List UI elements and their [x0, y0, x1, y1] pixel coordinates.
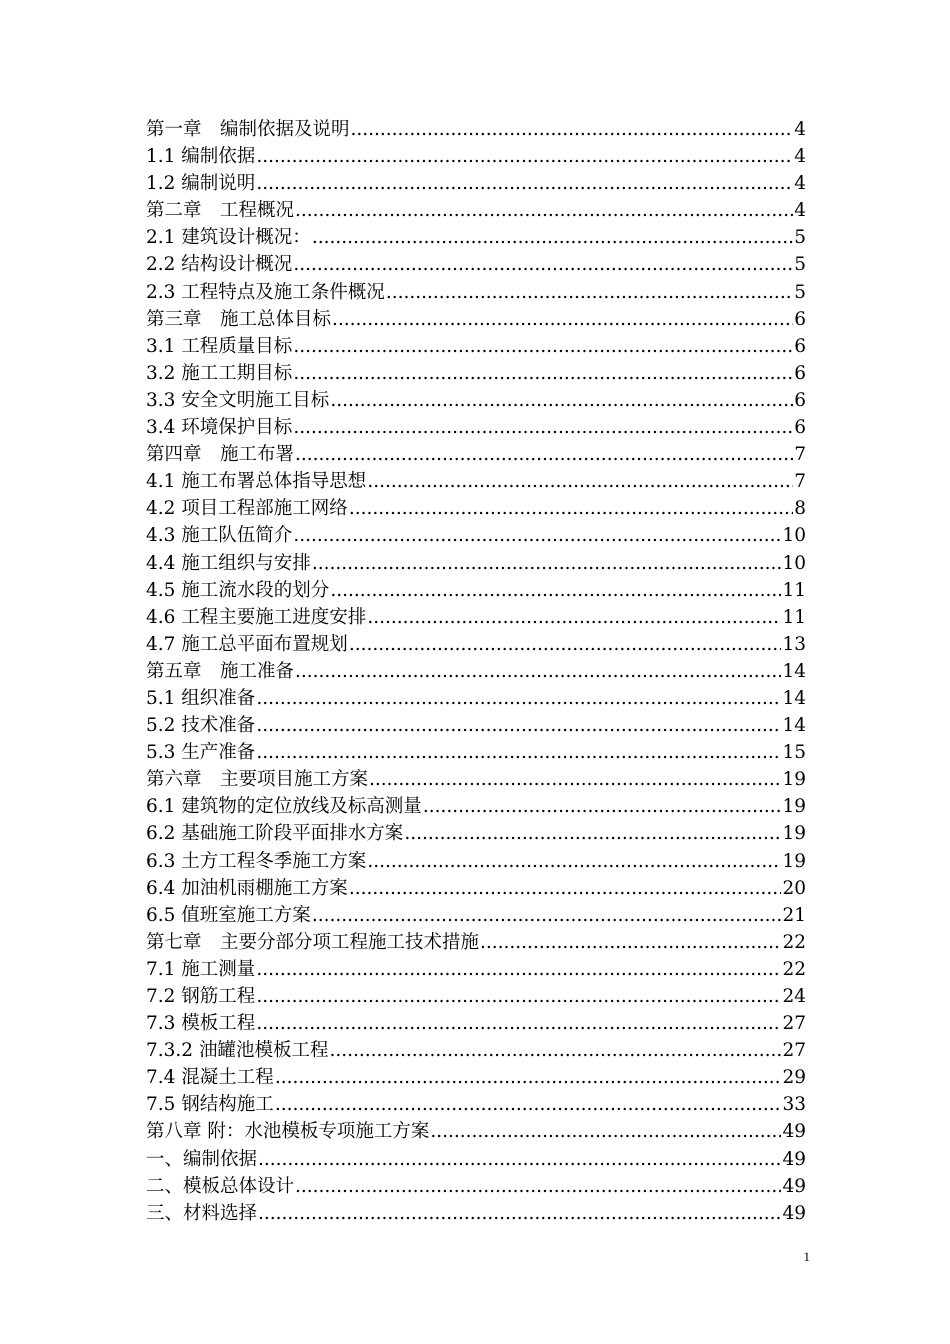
- toc-entry-title: 3.2 施工工期目标: [146, 362, 293, 384]
- toc-leader-dots: [312, 550, 782, 577]
- toc-leader-dots: [312, 902, 782, 929]
- toc-entry[interactable]: [146, 820, 806, 847]
- toc-entry-page: 4: [794, 173, 806, 195]
- toc-entry[interactable]: [146, 766, 806, 793]
- toc-entry[interactable]: [146, 170, 806, 197]
- toc-entry-title: 6.4 加油机雨棚施工方案: [146, 877, 348, 899]
- toc-entry-title: 第六章 主要项目施工方案: [146, 769, 369, 791]
- table-of-contents: [146, 116, 806, 1227]
- toc-entry-title: 第四章 施工布署: [146, 444, 295, 466]
- toc-entry-page: 5: [794, 281, 806, 303]
- toc-leader-dots: [312, 224, 793, 251]
- toc-leader-dots: [256, 170, 793, 197]
- toc-entry-page: 29: [782, 1067, 806, 1089]
- toc-entry-page: 13: [782, 633, 806, 655]
- toc-entry-page: 6: [794, 335, 806, 357]
- toc-entry-page: 5: [794, 254, 806, 276]
- toc-entry-page: 19: [782, 850, 806, 872]
- toc-entry-title: 4.3 施工队伍简介: [146, 525, 293, 547]
- toc-leader-dots: [367, 848, 781, 875]
- toc-entry[interactable]: [146, 1091, 806, 1118]
- toc-entry-title: 4.1 施工布署总体指导思想: [146, 471, 367, 493]
- toc-entry[interactable]: [146, 793, 806, 820]
- toc-entry[interactable]: [146, 387, 806, 414]
- toc-entry-title: 1.1 编制依据: [146, 146, 256, 168]
- toc-entry-page: 19: [782, 769, 806, 791]
- toc-entry-page: 6: [794, 417, 806, 439]
- toc-entry[interactable]: [146, 658, 806, 685]
- toc-leader-dots: [293, 360, 793, 387]
- toc-leader-dots: [293, 333, 793, 360]
- toc-entry-page: 49: [782, 1121, 806, 1143]
- toc-entry-page: 6: [794, 308, 806, 330]
- toc-entry-page: 7: [794, 444, 806, 466]
- toc-entry-title: 5.2 技术准备: [146, 715, 256, 737]
- toc-leader-dots: [295, 441, 793, 468]
- toc-entry-page: 6: [794, 389, 806, 411]
- toc-entry[interactable]: [146, 929, 806, 956]
- toc-leader-dots: [351, 116, 794, 143]
- toc-entry-title: 7.2 钢筋工程: [146, 986, 256, 1007]
- toc-leader-dots: [256, 143, 793, 170]
- toc-entry-title: 6.1 建筑物的定位放线及标高测量: [146, 796, 422, 818]
- toc-entry[interactable]: [146, 1010, 806, 1037]
- toc-entry[interactable]: [146, 279, 806, 306]
- toc-entry-page: 33: [782, 1094, 806, 1116]
- toc-entry-title: 7.3 模板工程: [146, 1013, 256, 1035]
- toc-leader-dots: [256, 956, 781, 983]
- toc-entry-title: 4.6 工程主要施工进度安排: [146, 606, 367, 628]
- toc-entry-title: 第五章 施工准备: [146, 660, 295, 682]
- toc-entry[interactable]: [146, 1118, 806, 1145]
- page-number: 1: [803, 1249, 810, 1264]
- toc-entry-title: 7.1 施工测量: [146, 958, 256, 980]
- toc-entry-title: 6.5 值班室施工方案: [146, 904, 311, 926]
- toc-leader-dots: [332, 306, 793, 333]
- toc-entry-title: 第二章 工程概况: [146, 200, 295, 222]
- toc-entry-title: 3.1 工程质量目标: [146, 335, 293, 357]
- toc-entry[interactable]: [146, 739, 806, 766]
- toc-entry[interactable]: [146, 902, 806, 929]
- toc-entry-title: 第八章 附：水池模板专项施工方案: [146, 1121, 430, 1143]
- toc-leader-dots: [256, 712, 781, 739]
- toc-entry[interactable]: [146, 577, 806, 604]
- toc-leader-dots: [256, 685, 781, 712]
- toc-entry[interactable]: [146, 875, 806, 902]
- toc-entry-title: 6.3 土方工程冬季施工方案: [146, 850, 367, 872]
- toc-leader-dots: [256, 983, 781, 1010]
- toc-entry[interactable]: [146, 251, 806, 278]
- toc-entry[interactable]: [146, 1064, 806, 1091]
- toc-entry-title: 7.3.2 油罐池模板工程: [146, 1040, 329, 1062]
- toc-leader-dots: [275, 1064, 782, 1091]
- toc-entry[interactable]: [146, 604, 806, 631]
- toc-entry-title: 第三章 施工总体目标: [146, 308, 332, 330]
- toc-entry-page: 8: [794, 498, 806, 520]
- toc-entry[interactable]: [146, 360, 806, 387]
- toc-entry-title: 5.3 生产准备: [146, 742, 256, 764]
- toc-entry-title: 3.4 环境保护目标: [146, 417, 293, 439]
- toc-entry-page: 24: [782, 986, 806, 1007]
- toc-entry-page: 5: [794, 227, 806, 249]
- toc-entry[interactable]: [146, 495, 806, 522]
- toc-entry-title: 1.2 编制说明: [146, 173, 256, 195]
- toc-entry[interactable]: [146, 1200, 806, 1227]
- toc-entry[interactable]: [146, 306, 806, 333]
- toc-leader-dots: [329, 1037, 781, 1064]
- toc-entry[interactable]: [146, 956, 806, 983]
- toc-entry-page: 22: [782, 931, 806, 953]
- toc-entry[interactable]: [146, 631, 806, 658]
- toc-leader-dots: [293, 251, 793, 278]
- toc-leader-dots: [480, 929, 781, 956]
- toc-leader-dots: [330, 387, 793, 414]
- toc-entry-title: 2.1 建筑设计概况：: [146, 227, 311, 249]
- toc-leader-dots: [256, 1010, 781, 1037]
- toc-entry-page: 4: [794, 200, 806, 222]
- toc-entry-title: 2.2 结构设计概况: [146, 254, 293, 276]
- toc-entry-page: 10: [782, 525, 806, 547]
- toc-leader-dots: [293, 522, 781, 549]
- toc-entry-title: 3.3 安全文明施工目标: [146, 389, 330, 411]
- toc-entry[interactable]: [146, 143, 806, 170]
- toc-entry-title: 二、模板总体设计: [146, 1175, 295, 1197]
- toc-leader-dots: [258, 1200, 781, 1227]
- toc-entry-page: 27: [782, 1013, 806, 1035]
- toc-entry[interactable]: [146, 224, 806, 251]
- toc-entry-page: 49: [782, 1175, 806, 1197]
- toc-entry-title: 4.7 施工总平面布置规划: [146, 633, 348, 655]
- toc-entry-page: 4: [794, 119, 806, 140]
- toc-entry-title: 7.4 混凝土工程: [146, 1067, 274, 1089]
- toc-entry[interactable]: [146, 468, 806, 495]
- toc-entry-page: 20: [782, 877, 806, 899]
- toc-leader-dots: [349, 495, 793, 522]
- toc-entry-page: 19: [782, 796, 806, 818]
- toc-leader-dots: [369, 766, 781, 793]
- toc-leader-dots: [349, 631, 782, 658]
- toc-entry[interactable]: [146, 848, 806, 875]
- toc-entry[interactable]: [146, 333, 806, 360]
- toc-entry[interactable]: [146, 712, 806, 739]
- toc-entry[interactable]: [146, 1037, 806, 1064]
- toc-entry-title: 5.1 组织准备: [146, 687, 256, 709]
- toc-entry-page: 22: [782, 958, 806, 980]
- toc-entry-page: 15: [782, 742, 806, 764]
- toc-entry[interactable]: [146, 441, 806, 468]
- toc-entry-title: 第一章 编制依据及说明: [146, 119, 350, 140]
- toc-leader-dots: [295, 658, 781, 685]
- toc-leader-dots: [367, 468, 793, 495]
- toc-leader-dots: [430, 1118, 781, 1145]
- toc-entry[interactable]: [146, 685, 806, 712]
- toc-entry-page: 11: [782, 606, 806, 628]
- toc-leader-dots: [423, 793, 782, 820]
- toc-entry-title: 4.4 施工组织与安排: [146, 552, 311, 574]
- toc-entry-page: 19: [782, 823, 806, 845]
- toc-entry-title: 4.5 施工流水段的划分: [146, 579, 330, 601]
- toc-entry-page: 4: [794, 146, 806, 168]
- toc-entry-page: 10: [782, 552, 806, 574]
- toc-leader-dots: [404, 820, 781, 847]
- toc-leader-dots: [330, 577, 781, 604]
- toc-entry[interactable]: [146, 197, 806, 224]
- toc-entry-page: 7: [794, 471, 806, 493]
- toc-entry-page: 6: [794, 362, 806, 384]
- toc-leader-dots: [275, 1091, 782, 1118]
- toc-entry-page: 49: [782, 1202, 806, 1224]
- toc-entry-title: 4.2 项目工程部施工网络: [146, 498, 348, 520]
- toc-leader-dots: [367, 604, 781, 631]
- toc-leader-dots: [293, 414, 793, 441]
- toc-entry-title: 6.2 基础施工阶段平面排水方案: [146, 823, 404, 845]
- toc-entry-page: 21: [782, 904, 806, 926]
- toc-entry[interactable]: [146, 116, 806, 143]
- toc-entry-title: 三、材料选择: [146, 1202, 258, 1224]
- toc-leader-dots: [295, 197, 793, 224]
- toc-entry-title: 2.3 工程特点及施工条件概况: [146, 281, 385, 303]
- toc-entry[interactable]: [146, 414, 806, 441]
- toc-leader-dots: [386, 279, 793, 306]
- toc-entry-title: 7.5 钢结构施工: [146, 1094, 274, 1116]
- toc-entry-page: 14: [782, 715, 806, 737]
- toc-entry[interactable]: [146, 522, 806, 549]
- toc-entry-page: 14: [782, 660, 806, 682]
- toc-leader-dots: [258, 1146, 781, 1173]
- toc-entry[interactable]: [146, 550, 806, 577]
- toc-entry-page: 49: [782, 1148, 806, 1170]
- toc-entry[interactable]: [146, 1173, 806, 1200]
- toc-entry-page: 14: [782, 687, 806, 709]
- toc-entry-page: 11: [782, 579, 806, 601]
- toc-leader-dots: [256, 739, 781, 766]
- toc-entry-title: 一、编制依据: [146, 1148, 258, 1170]
- toc-leader-dots: [295, 1173, 781, 1200]
- toc-entry-page: 27: [782, 1040, 806, 1062]
- toc-entry[interactable]: [146, 983, 806, 1010]
- toc-entry-title: 第七章 主要分部分项工程施工技术措施: [146, 931, 480, 953]
- toc-leader-dots: [349, 875, 782, 902]
- toc-entry[interactable]: [146, 1146, 806, 1173]
